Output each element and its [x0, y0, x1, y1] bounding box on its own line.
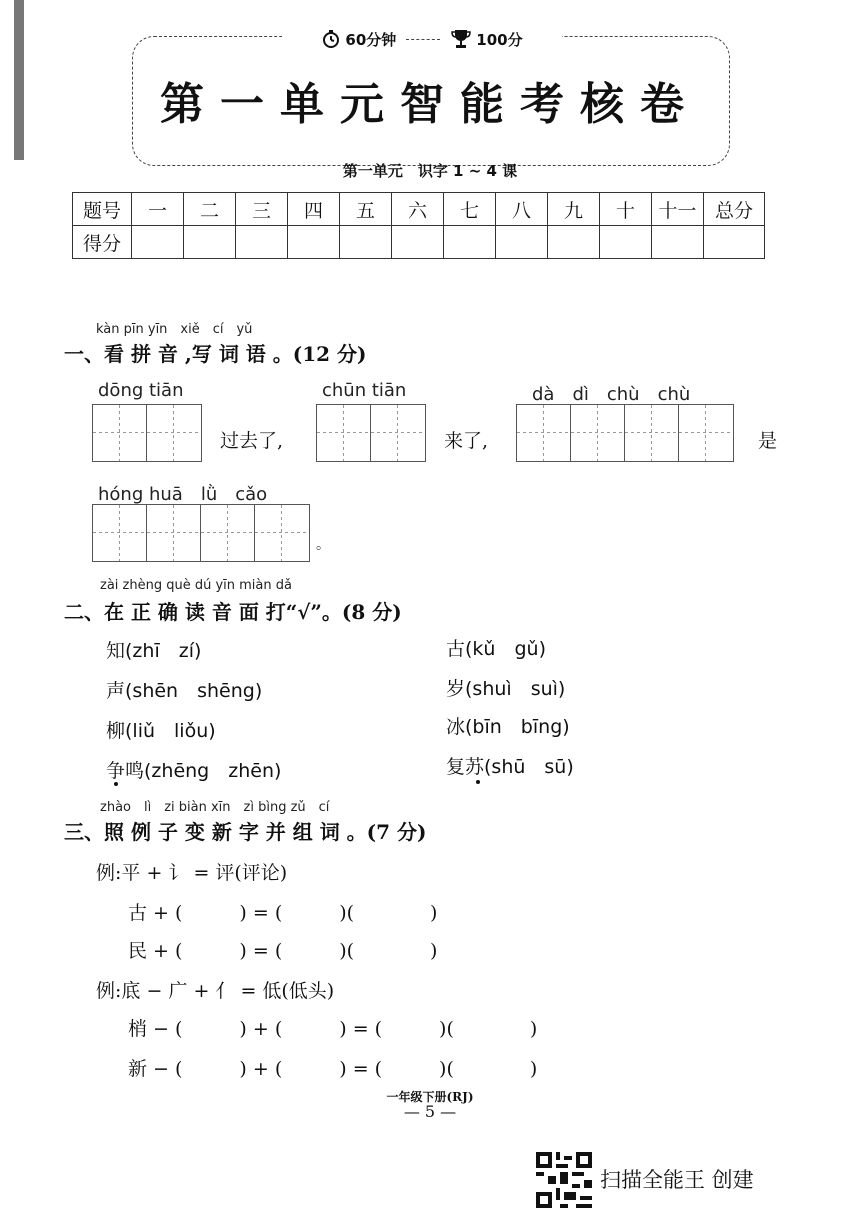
score-input-cell[interactable]	[496, 226, 548, 259]
page-subtitle: 第一单元 识字 1 ~ 4 课	[342, 162, 518, 180]
grid-pinyin: dōng tiān	[98, 380, 184, 401]
scan-edge	[14, 0, 24, 160]
answer-line[interactable]: 梢 − ( ) + ( ) = ( )( )	[128, 1018, 538, 1040]
score-input-cell[interactable]	[392, 226, 444, 259]
writing-cell[interactable]	[93, 505, 147, 561]
q2-pinyin: zài zhèng què dú yīn miàn dǎ	[100, 578, 292, 593]
emphasis-dot	[476, 780, 480, 784]
grade-label: 一年级下册(RJ)	[386, 1090, 474, 1104]
q1-pinyin: kàn pīn yīn xiě cí yǔ	[96, 322, 253, 337]
answer-line[interactable]: 民 + ( ) = ( )( )	[128, 940, 438, 962]
example-line: 例:底 − 广 + 亻 = 低(低头)	[96, 980, 335, 1002]
score-input-cell[interactable]	[652, 226, 704, 259]
writing-cell[interactable]	[255, 505, 309, 561]
score-input-cell[interactable]	[184, 226, 236, 259]
table-cell: 一	[132, 193, 184, 226]
writing-grid[interactable]	[516, 404, 734, 462]
table-cell: 题号	[73, 193, 132, 226]
q1-title: 一、看 拼 音 ,写 词 语 。(12 分)	[64, 342, 367, 366]
choice-item: 柳(liǔ liǒu)	[106, 720, 216, 742]
writing-cell[interactable]	[625, 405, 679, 461]
pinyin-options[interactable]: (shū sū)	[484, 756, 574, 778]
answer-line[interactable]: 古 + ( ) = ( )( )	[128, 902, 438, 924]
writing-cell[interactable]	[201, 505, 255, 561]
writing-cell[interactable]	[679, 405, 733, 461]
score-input-cell[interactable]	[548, 226, 600, 259]
pinyin-options[interactable]: (bīn bīng)	[465, 716, 570, 738]
table-cell: 得分	[73, 226, 132, 259]
writing-grid[interactable]	[316, 404, 426, 462]
pinyin-options[interactable]: (shēn shēng)	[125, 680, 263, 702]
table-cell: 二	[184, 193, 236, 226]
q1-text: 是	[758, 430, 778, 452]
q1-text: 过去了,	[220, 430, 284, 452]
q3-pinyin: zhào lì zi biàn xīn zì bìng zǔ cí	[100, 800, 330, 815]
table-cell: 十	[600, 193, 652, 226]
writing-cell[interactable]	[93, 405, 147, 461]
choice-item: 知(zhī zí)	[106, 640, 202, 662]
table-cell: 三	[236, 193, 288, 226]
table-cell: 六	[392, 193, 444, 226]
grid-pinyin: hóng huā lǜ cǎo	[98, 484, 268, 505]
q2-title: 二、在 正 确 读 音 面 打“√”。(8 分)	[64, 600, 402, 624]
q1-period: 。	[316, 537, 330, 553]
choice-item: 冰(bīn bīng)	[446, 716, 570, 738]
stopwatch-icon	[321, 29, 341, 49]
grid-pinyin: chūn tiān	[322, 380, 407, 401]
grid-pinyin: dà dì chù chù	[532, 384, 691, 405]
table-cell: 七	[444, 193, 496, 226]
total-score: 100分	[476, 30, 523, 49]
pinyin-options[interactable]: (zhī zí)	[125, 640, 202, 662]
table-cell: 四	[288, 193, 340, 226]
writing-cell[interactable]	[147, 405, 201, 461]
choice-item: 岁(shuì suì)	[446, 678, 566, 700]
writing-cell[interactable]	[571, 405, 625, 461]
exam-meta	[282, 26, 562, 52]
table-cell: 九	[548, 193, 600, 226]
pinyin-options[interactable]: (shuì suì)	[465, 678, 566, 700]
example-line: 例:平 + 讠 = 评(评论)	[96, 862, 288, 884]
choice-item: 争鸣(zhēng zhēn)	[106, 760, 282, 782]
score-table	[72, 192, 765, 259]
choice-item: 复苏(shū sū)	[446, 756, 574, 778]
page-title: 第一单元智能考核卷	[160, 79, 700, 130]
q3-title: 三、照 例 子 变 新 字 并 组 词 。(7 分)	[64, 820, 427, 844]
table-cell: 十一	[652, 193, 704, 226]
writing-grid[interactable]	[92, 404, 202, 462]
table-cell: 总分	[704, 193, 765, 226]
writing-cell[interactable]	[147, 505, 201, 561]
writing-grid[interactable]	[92, 504, 310, 562]
table-cell: 八	[496, 193, 548, 226]
emphasis-dot	[114, 782, 118, 786]
score-input-cell[interactable]	[444, 226, 496, 259]
writing-cell[interactable]	[517, 405, 571, 461]
trophy-icon	[450, 28, 472, 50]
qr-code-icon	[536, 1152, 592, 1208]
q1-text: 来了,	[444, 430, 489, 452]
answer-line[interactable]: 新 − ( ) + ( ) = ( )( )	[128, 1058, 538, 1080]
score-input-cell[interactable]	[236, 226, 288, 259]
table-cell: 五	[340, 193, 392, 226]
writing-cell[interactable]	[317, 405, 371, 461]
pinyin-options[interactable]: (liǔ liǒu)	[125, 720, 216, 742]
table-row	[73, 226, 765, 259]
writing-cell[interactable]	[371, 405, 425, 461]
pinyin-options[interactable]: (kǔ gǔ)	[465, 638, 546, 660]
choice-item: 古(kǔ gǔ)	[446, 638, 546, 660]
time-limit: 60分钟	[345, 30, 397, 49]
score-input-cell[interactable]	[340, 226, 392, 259]
page-number: — 5 —	[403, 1102, 457, 1121]
choice-item: 声(shēn shēng)	[106, 680, 263, 702]
score-input-cell[interactable]	[704, 226, 765, 259]
pinyin-options[interactable]: (zhēng zhēn)	[144, 760, 282, 782]
score-input-cell[interactable]	[132, 226, 184, 259]
score-input-cell[interactable]	[600, 226, 652, 259]
scanner-stamp: 扫描全能王 创建	[600, 1168, 754, 1192]
table-row	[73, 193, 765, 226]
score-input-cell[interactable]	[288, 226, 340, 259]
